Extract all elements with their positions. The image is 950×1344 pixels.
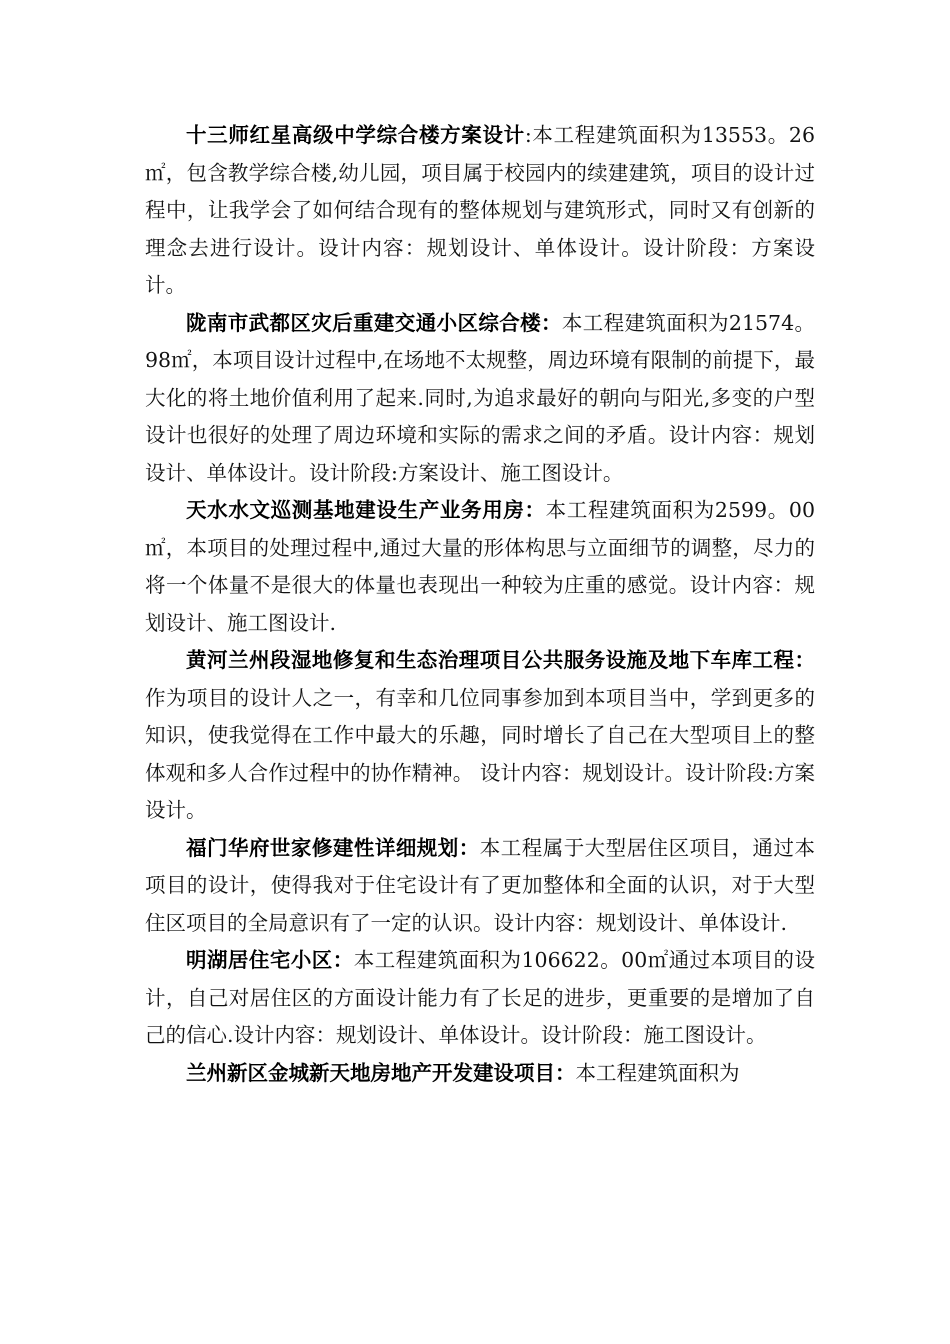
project-paragraph-7 xyxy=(145,1055,815,1093)
project-description: 本工程属于大型居住区项目，通过本项目的设计，使得我对于住宅设计有了更加整体和全面的认识，对于大型住区项目的全局意识有了一定的认识。设计内容：规划设计、单体设计. xyxy=(145,835,816,935)
project-paragraph-4 xyxy=(145,642,815,830)
project-paragraph-1 xyxy=(145,117,815,305)
project-title: 兰州新区金城新天地房地产开发建设项目： xyxy=(186,1060,576,1085)
project-description: 本工程建筑面积为21574。98㎡，本项目设计过程中,在场地不太规整，周边环境有限制的前提下，最大化的将土地价值利用了起来.同时,为追求最好的朝向与阳光,多变的户型设计也很好的处理了周边环境和实际的需求之间的矛盾。设计内容：规划设计、单体设计。设计阶段:方案设计、施工图设计。 xyxy=(145,310,815,485)
project-paragraph-3 xyxy=(145,492,815,642)
project-description: 作为项目的设计人之一，有幸和几位同事参加到本项目当中，学到更多的知识，使我觉得在工作中最大的乐趣，同时增长了自己在大型项目上的整体观和多人合作过程中的协作精神。 设计内容：规划设计。设计阶段:方案设计。 xyxy=(145,685,815,822)
project-paragraph-6 xyxy=(145,942,815,1055)
project-title: 十三师红星高级中学综合楼方案设计 xyxy=(186,123,525,147)
project-description: 本工程建筑面积为106622。00㎡通过本项目的设计，自己对居住区的方面设计能力有了长足的进步，更重要的是增加了自己的信心.设计内容：规划设计、单体设计。设计阶段：施工图设计。 xyxy=(145,948,816,1047)
project-description: 本工程建筑面积为 xyxy=(575,1060,740,1085)
project-title: 明湖居住宅小区： xyxy=(186,948,354,972)
project-title: 天水水文巡测基地建设生产业务用房： xyxy=(186,498,546,522)
document-page xyxy=(145,117,815,1092)
project-title: 黄河兰州段湿地修复和生态治理项目公共服务设施及地下车库工程： xyxy=(186,648,815,672)
project-paragraph-5 xyxy=(145,830,815,943)
project-description: :本工程建筑面积为13553。26㎡，包含教学综合楼,幼儿园，项目属于校园内的续建建筑，项目的设计过程中，让我学会了如何结合现有的整体规划与建筑形式，同时又有创新的理念去进行设计。设计内容：规划设计、单体设计。设计阶段：方案设计。 xyxy=(145,123,815,297)
project-paragraph-2 xyxy=(145,305,815,493)
project-title: 陇南市武都区灾后重建交通小区综合楼： xyxy=(186,310,562,335)
project-title: 福门华府世家修建性详细规划： xyxy=(186,835,480,860)
project-description: 本工程建筑面积为2599。00㎡，本项目的处理过程中,通过大量的形体构思与立面细节的调整，尽力的将一个体量不是很大的体量也表现出一种较为庄重的感觉。设计内容：规划设计、施工图设计. xyxy=(145,498,815,635)
